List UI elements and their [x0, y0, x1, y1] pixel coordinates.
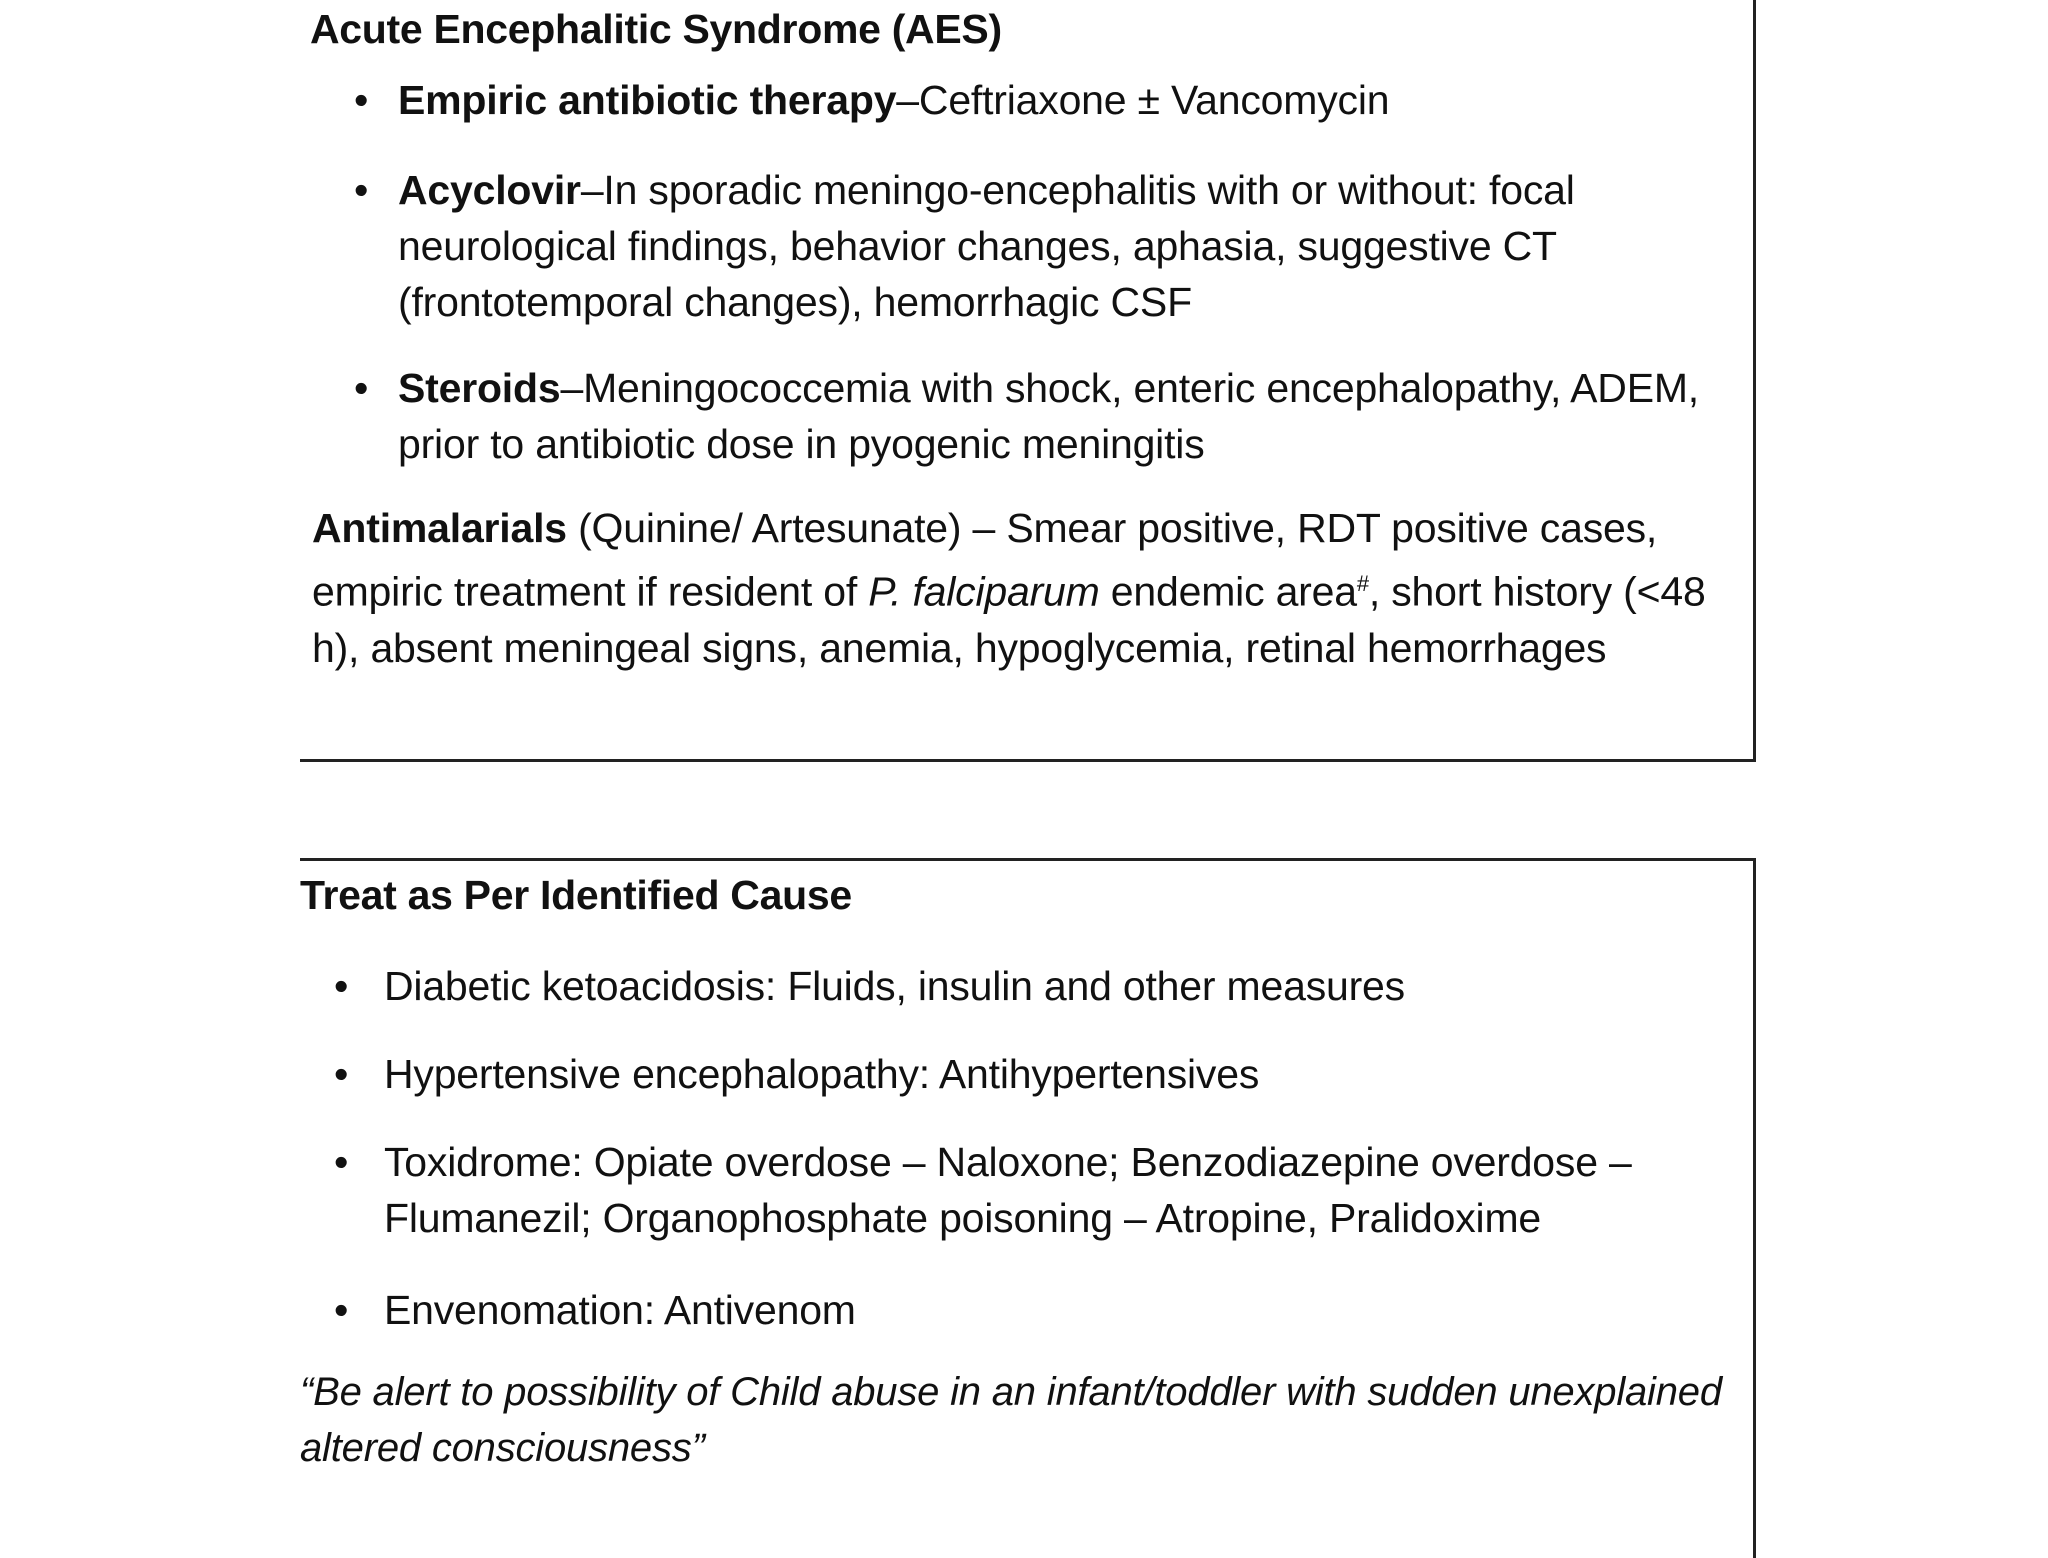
aes-item-term: Empiric antibiotic therapy	[398, 77, 897, 123]
bullet-icon: •	[334, 1051, 349, 1097]
bullet-icon: •	[334, 1139, 349, 1185]
cause-item-text: Toxidrome: Opiate overdose – Naloxone; Benzodiazepine overdose – Flumanezil; Organophosphate poisoning – Atropine, Pralidoxime	[384, 1139, 1632, 1241]
aes-item-term: Steroids	[398, 365, 561, 411]
aes-heading: Acute Encephalitic Syndrome (AES)	[310, 6, 1002, 52]
bullet-icon: •	[354, 167, 369, 213]
cause-item-text: Hypertensive encephalopathy: Antihypertensives	[384, 1051, 1260, 1097]
bullet-icon: •	[334, 1287, 349, 1333]
child-abuse-quote: “Be alert to possibility of Child abuse in an infant/toddler with sudden unexplained altered consciousness”	[300, 1370, 1722, 1470]
aes-item-text: In sporadic meningo-encephalitis with or without: focal neurological findings, behavior changes, aphasia, suggestive CT (frontotemporal changes), hemorrhagic CSF	[398, 167, 1575, 325]
antimalarials-paragraph: Antimalarials (Quinine/ Artesunate) – Smear positive, RDT positive cases, empiric treatment if resident of P. falciparum endemic area#, short history (<48 h), absent meningeal signs, anemia, hypoglycemia, retinal hemorrhages	[312, 505, 1706, 671]
cause-heading: Treat as Per Identified Cause	[300, 872, 852, 918]
cause-item-text: Envenomation: Antivenom	[384, 1287, 856, 1333]
aes-item-text: Meningococcemia with shock, enteric encephalopathy, ADEM, prior to antibiotic dose in pyogenic meningitis	[398, 365, 1699, 467]
bullet-icon: •	[354, 365, 369, 411]
footnote-mark: #	[1356, 571, 1369, 596]
cause-item-text: Diabetic ketoacidosis: Fluids, insulin and other measures	[384, 963, 1405, 1009]
bullet-icon: •	[354, 77, 369, 123]
aes-item-term: Acyclovir	[398, 167, 581, 213]
bullet-icon: •	[334, 963, 349, 1009]
aes-item-text: Ceftriaxone ± Vancomycin	[918, 77, 1390, 123]
species-name: P. falciparum	[868, 568, 1100, 615]
antimalarials-term: Antimalarials	[312, 505, 567, 551]
